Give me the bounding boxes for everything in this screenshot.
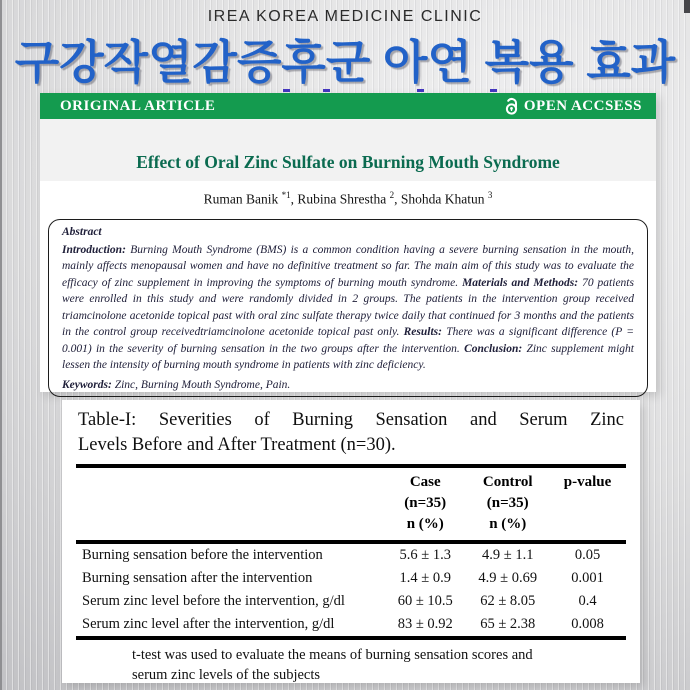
table-row (76, 613, 626, 638)
data-table (76, 464, 626, 640)
abstract-paragraph (62, 242, 634, 374)
cell-control: 4.9 ± 1.1 (482, 546, 534, 563)
table-row (76, 567, 626, 590)
abstract-section-label: Introduction: (62, 243, 131, 256)
banner-right-label: OPEN ACCSESS (523, 97, 642, 114)
row-label: Serum zinc level after the intervention, g/dl (82, 615, 335, 632)
table-title-line-2: Levels Before and After Treatment (n=30). (78, 434, 396, 455)
cell-pvalue: 0.008 (571, 615, 604, 632)
abstract-section-text: Burning Mouth Syndrome (BMS) is a common condition having a severe burning sensation in the mouth, mainly affects menopausal women and have no definitive treatment so far. The main aim of this study was to evaluate the efficacy of zinc supplement in improving the symptoms of burning mouth syndrome. (62, 243, 634, 289)
table-panel (62, 400, 640, 683)
column-header-control-line: n (%) (489, 515, 527, 532)
keywords-label: Keywords: (62, 379, 115, 392)
cell-control: 4.9 ± 0.69 (478, 569, 538, 586)
column-header-pvalue: p-value (563, 473, 612, 490)
abstract-section-label: Results: (403, 326, 447, 339)
abstract-heading: Abstract (62, 225, 102, 238)
table-title-line-1: Table-I: Severities of Burning Sensation and Serum Zinc (78, 410, 624, 430)
article-title: Effect of Oral Zinc Sulfate on Burning Mouth Syndrome (136, 152, 560, 172)
korean-title: 구강작열감증후군 아연 복용 효과 (14, 36, 676, 88)
table-row (76, 542, 626, 567)
column-header-case (384, 466, 467, 542)
cell-pvalue: 0.001 (571, 569, 604, 586)
cutoff-mark (417, 89, 424, 92)
abstract-section-label: Materials and Methods: (462, 276, 583, 289)
open-lock-icon (504, 97, 519, 115)
row-label: Serum zinc level before the intervention, g/dl (82, 592, 345, 609)
table-title (78, 408, 624, 458)
cutoff-mark (283, 89, 290, 92)
abstract-section-text: There was a significant difference (P = 0.001) in the severity of burning sensation in the two groups after the intervention. (62, 326, 635, 355)
author-superscript: 2 (389, 190, 395, 200)
banner-left-label: ORIGINAL ARTICLE (60, 97, 216, 114)
column-header-empty (76, 466, 384, 542)
abstract-box (48, 219, 648, 397)
column-header-control-line: Control (482, 473, 533, 490)
table-header-row (76, 466, 626, 542)
table-row (76, 590, 626, 613)
column-header-case-line: (n=35) (404, 494, 447, 511)
banner (40, 93, 656, 119)
article-panel (40, 93, 656, 392)
left-edge-stripe (0, 0, 2, 690)
cell-case: 1.4 ± 0.9 (399, 569, 451, 586)
column-header-case-line: Case (409, 473, 441, 490)
abstract-section-text: 70 patients were enrolled in this study and were randomly divided in 2 groups. The patients in the intervention group received triamcinolone acetonide topical past with oral zinc sulfate therapy twice daily that continued for 3 months and the patients in the control group receivedtriamcinolone acetonide topical past only. (62, 276, 634, 339)
column-header-control-line: (n=35) (486, 494, 529, 511)
clinic-name: IREA KOREA MEDICINE CLINIC (207, 8, 483, 25)
author-superscript: 3 (487, 190, 493, 200)
author-name: , Shohda Khatun (394, 191, 488, 207)
cutoff-mark (323, 89, 330, 92)
cell-control: 62 ± 8.05 (480, 592, 536, 609)
cutoff-mark (490, 89, 497, 92)
author-name: Ruman Banik (203, 191, 282, 207)
author-superscript: *1 (281, 190, 291, 200)
row-label: Burning sensation after the intervention (82, 569, 313, 586)
cell-pvalue: 0.05 (574, 546, 601, 563)
cell-case: 83 ± 0.92 (397, 615, 453, 632)
abstract-section-text: Zinc supplement might lessen the intensity of burning mouth syndrome in patients with zinc deficiency. (62, 342, 634, 371)
row-label: Burning sensation before the intervention (82, 546, 323, 563)
authors-line (40, 190, 656, 208)
column-header-case-line: n (%) (406, 515, 444, 532)
column-header-control (467, 466, 550, 542)
keywords-line (62, 377, 634, 393)
cell-control: 65 ± 2.38 (480, 615, 536, 632)
article-title-band (40, 119, 656, 181)
keywords-text: Zinc, Burning Mouth Syndrome, Pain. (114, 379, 291, 392)
cell-case: 5.6 ± 1.3 (399, 546, 451, 563)
banner-right (504, 97, 642, 115)
cell-pvalue: 0.4 (578, 592, 597, 609)
author-name: , Rubina Shrestha (290, 191, 390, 207)
abstract-section-label: Conclusion: (464, 342, 527, 355)
table-footnote: t-test was used to evaluate the means of burning sensation scores and serum zinc levels of the subjects (132, 646, 533, 684)
cell-case: 60 ± 10.5 (397, 592, 453, 609)
